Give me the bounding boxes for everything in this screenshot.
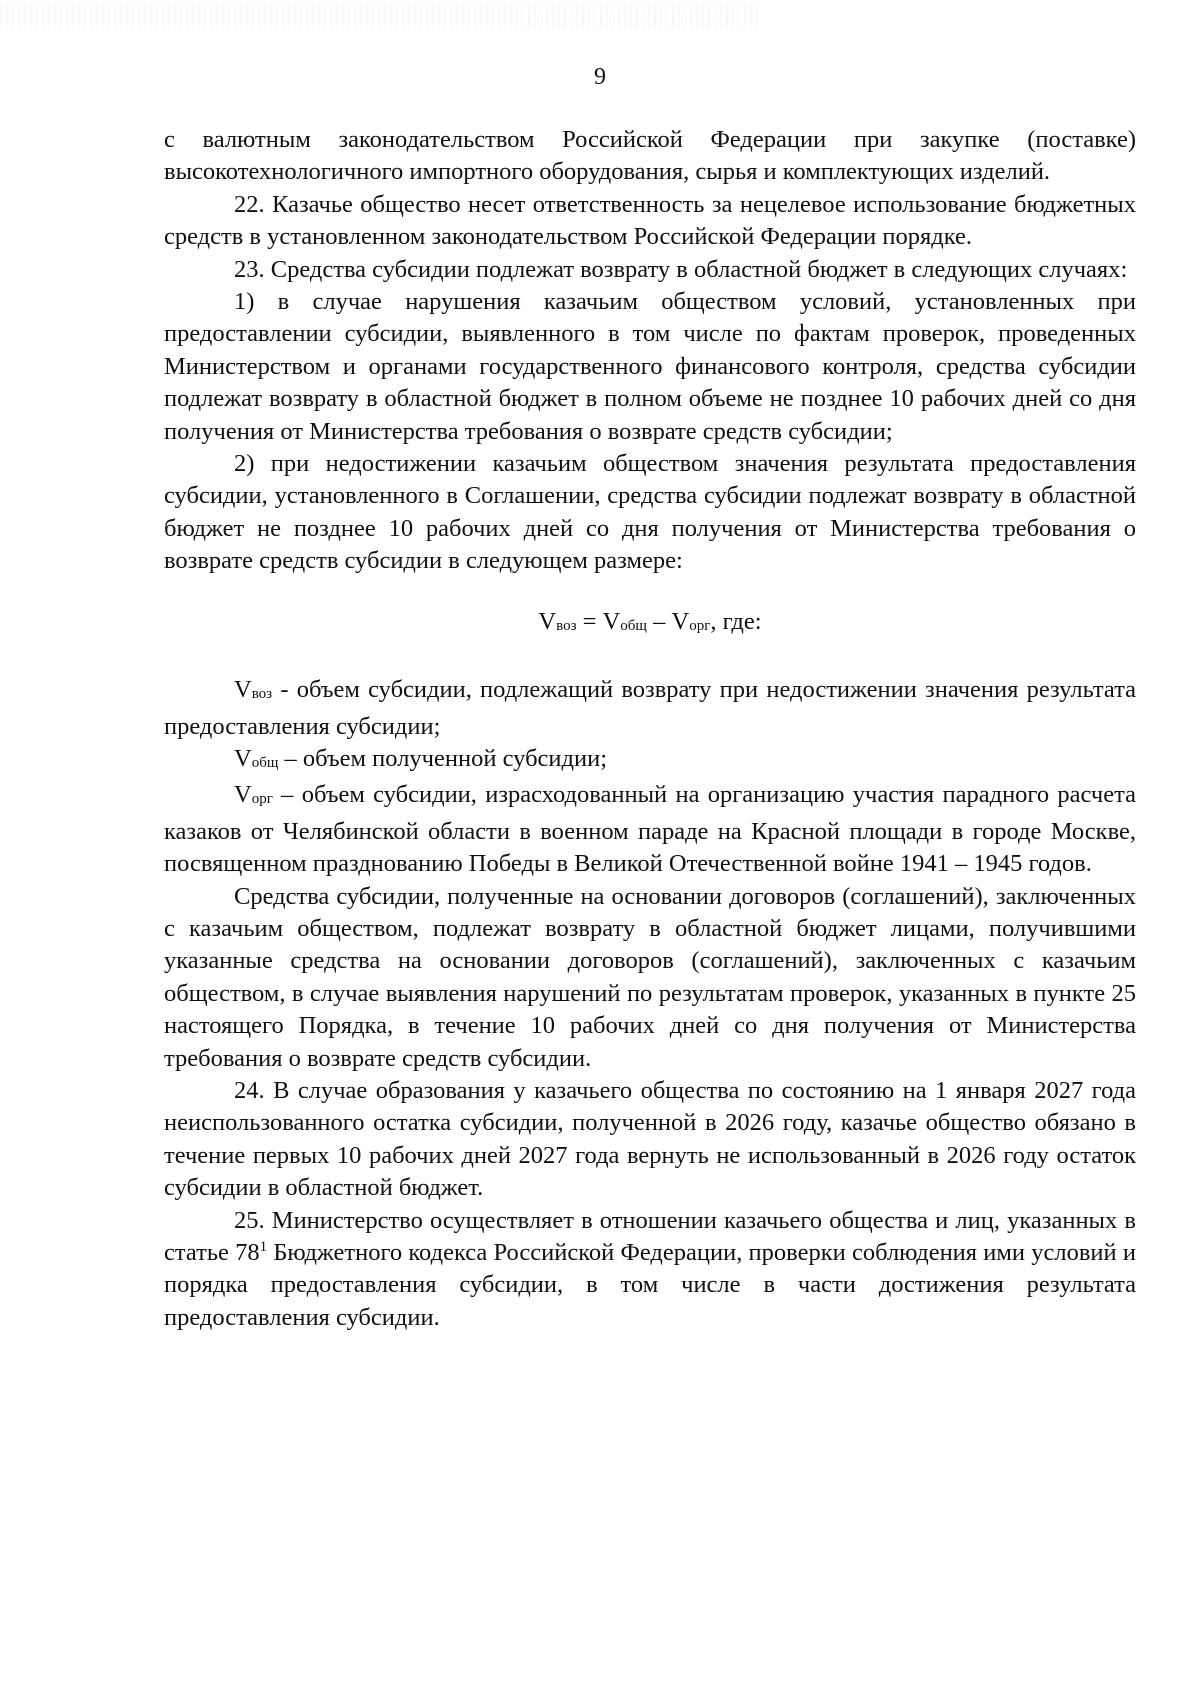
formula-eq: = <box>576 607 603 635</box>
def-sep: – <box>272 781 302 809</box>
paragraph-contract-refund: Средства субсидии, полученные на основании договоров (соглашений), заключенных с казачьим обществом, подлежат возврату в областной бюджет лицами, получившими указанные средства на основании договоров (соглашений), заключенных с казачьим обществом, в случае выявления нарушений по результатам проверок, указанных в пункте 25 настоящего Порядка, в течение 10 рабочих дней со дня получения от Министерства требования о возврате средств субсидии. <box>164 882 1136 1072</box>
paragraph-25 <box>164 1205 1136 1335</box>
paragraph-23: 23. Средства субсидии подлежат возврату в областной бюджет в следующих случаях: <box>234 255 1128 283</box>
document-body <box>164 124 1136 1334</box>
def-sep: – <box>278 744 303 772</box>
page-number: 9 <box>594 64 606 90</box>
def-org-text: объем субсидии, израсходованный на организацию участия парадного расчета казаков от Челябинской области в военном параде на Красной площади в городе Москве, посвященном празднованию Победы в Великой Отечественной войне 1941 – 1945 годов. <box>164 781 1136 878</box>
def-sub-voz: воз <box>251 686 273 703</box>
def-voz-text: объем субсидии, подлежащий возврату при недостижении значения результата предоставления субсидии; <box>164 676 1136 740</box>
def-sub-org: орг <box>251 791 273 808</box>
formula-v: V <box>538 607 557 635</box>
paragraph-25-part-a: 25. Министерство осуществляет в отношении казачьего общества и лиц, указанных в статье 78 <box>164 1206 1136 1266</box>
paragraph-22: 22. Казачье общество несет ответственность за нецелевое использование бюджетных средств в установленном законодательством Российской Федерации порядке. <box>164 190 1136 251</box>
def-sub-obsh: общ <box>251 754 279 771</box>
definition-obsh <box>164 743 1136 779</box>
superscript: 1 <box>259 1239 268 1255</box>
scan-artifact <box>520 10 740 26</box>
paragraph-25-part-b: Бюджетного кодекса Российской Федерации, проверки соблюдения ими условий и порядка предоставления субсидии, в том числе в части достижения результата предоставления субсидии. <box>164 1239 1136 1331</box>
formula-sub-org: орг <box>689 617 711 634</box>
paragraph-23-item-1: 1) в случае нарушения казачьим обществом условий, установленных при предоставлении субсидии, выявленного в том числе по фактам проверок, проведенных Министерством и органами государственного финансового контроля, средства субсидии подлежат возврату в областной бюджет в полном объеме не позднее 10 рабочих дней со дня получения от Министерства требования о возврате средств субсидии; <box>164 288 1136 445</box>
formula-sub-voz: воз <box>556 617 577 634</box>
formula-sub-obsh: общ <box>620 617 647 634</box>
formula-minus: – <box>646 607 672 635</box>
formula-v: V <box>671 607 690 635</box>
formula <box>164 606 1136 642</box>
paragraph-23-item-2: 2) при недостижении казачьим обществом значения результата предоставления субсидии, установленного в Соглашении, средства субсидии подлежат возврату в областной бюджет не позднее 10 рабочих дней со дня получения от Министерства требования о возврате средств субсидии в следующем размере: <box>164 450 1136 575</box>
def-sep: - <box>272 676 297 704</box>
formula-v: V <box>602 607 621 635</box>
def-obsh-text: объем полученной субсидии; <box>302 744 608 772</box>
formula-tail: , где: <box>710 607 762 635</box>
definition-voz <box>164 674 1136 743</box>
definition-org <box>164 779 1136 880</box>
def-v: V <box>234 676 252 704</box>
paragraph-24: 24. В случае образования у казачьего общества по состоянию на 1 января 2027 года неиспользованного остатка субсидии, полученной в 2026 году, казачье общество обязано в течение первых 10 рабочих дней 2027 года вернуть не использованный в 2026 году остаток субсидии в областной бюджет. <box>164 1076 1136 1202</box>
def-v: V <box>234 781 252 809</box>
def-v: V <box>234 744 252 772</box>
paragraph-continuation: с валютным законодательством Российской Федерации при закупке (поставке) высокотехнологичного импортного оборудования, сырья и комплектующих изделий. <box>164 126 1136 186</box>
